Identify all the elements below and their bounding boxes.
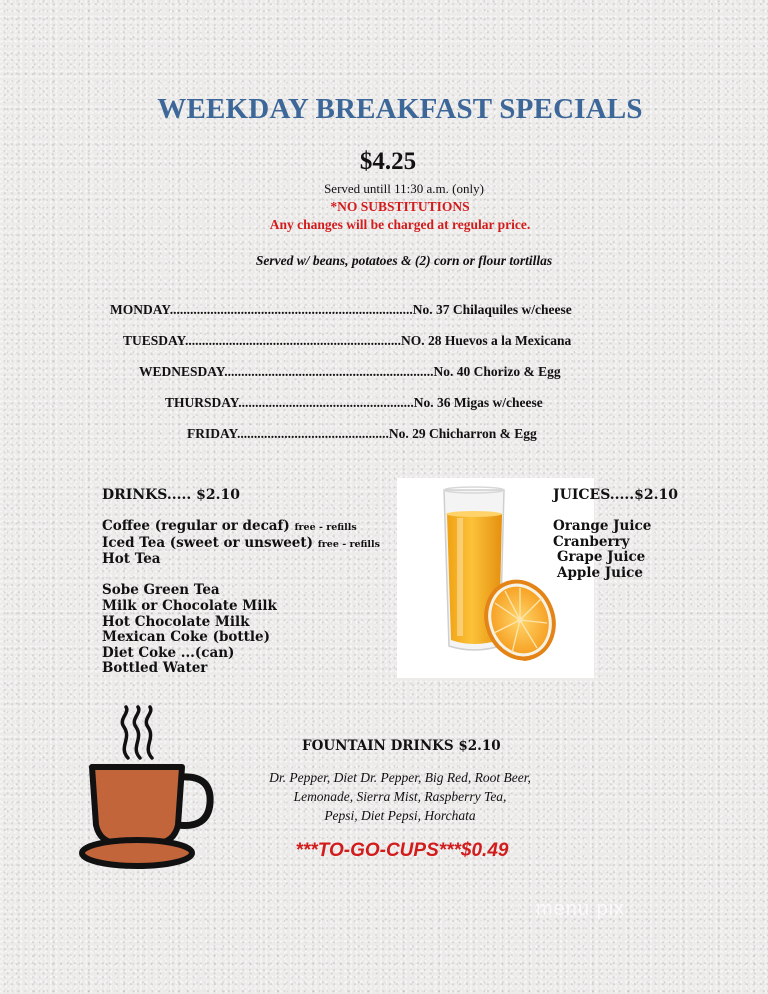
special-row-tuesday — [123, 333, 571, 349]
juices-heading: JUICES.....$2.10 — [553, 487, 679, 503]
day-label: WEDNESDAY — [139, 364, 225, 379]
list-item: Hot Chocolate Milk — [102, 613, 250, 630]
list-item — [102, 536, 397, 553]
list-item: Bottled Water — [102, 660, 208, 677]
special-row-friday — [187, 426, 537, 442]
special-item: No. 40 Chorizo & Egg — [433, 364, 561, 379]
special-row-wednesday — [139, 364, 561, 380]
no-substitutions-note: *NO SUBSTITUTIONS — [330, 199, 470, 214]
list-item: Lemonade, Sierra Mist, Raspberry Tea, — [293, 789, 507, 804]
fountain-drinks-list — [200, 768, 600, 825]
special-price: $4.25 — [359, 148, 417, 175]
list-item: Apple Juice — [557, 564, 643, 581]
special-row-monday — [110, 302, 572, 318]
served-until-note: Served untill 11:30 a.m. (only) — [324, 181, 484, 196]
leader-dots: .............................................................. — [224, 364, 434, 379]
list-item — [102, 519, 397, 536]
day-label: FRIDAY — [187, 426, 238, 441]
leader-dots: .................................................... — [238, 395, 414, 410]
day-label: TUESDAY — [123, 333, 186, 348]
leader-dots: ........................................................................ — [169, 302, 413, 317]
refill-note: free - refills — [294, 522, 357, 533]
list-item: Pepsi, Diet Pepsi, Horchata — [324, 808, 476, 823]
changes-note: Any changes will be charged at regular price. — [269, 217, 531, 232]
special-row-thursday — [165, 395, 543, 411]
list-item: Sobe Green Tea — [102, 582, 220, 599]
special-item: No. 36 Migas w/cheese — [413, 395, 543, 410]
refill-note: free - refills — [317, 538, 380, 550]
drink-name: Coffee (regular or decaf) — [102, 518, 290, 534]
special-item: No. 29 Chicharron & Egg — [388, 426, 537, 441]
coffee-cup-icon — [78, 703, 218, 873]
leader-dots: ................................................................ — [185, 333, 402, 348]
special-item: NO. 28 Huevos a la Mexicana — [401, 333, 572, 348]
list-item: Mexican Coke (bottle) — [102, 629, 270, 646]
served-with-note: Served w/ beans, potatoes & (2) corn or flour tortillas — [255, 253, 553, 268]
special-item: No. 37 Chilaquiles w/cheese — [412, 302, 572, 317]
juices-list — [553, 519, 651, 581]
list-item: Orange Juice — [553, 518, 652, 534]
list-item: Grape Juice — [557, 549, 646, 566]
list-item: Milk or Chocolate Milk — [102, 597, 277, 614]
drink-name: Iced Tea (sweet or unsweet) — [102, 534, 313, 551]
coffee-cup-illustration — [78, 703, 218, 873]
day-label: THURSDAY — [165, 395, 239, 410]
menupix-watermark: menu pix — [536, 898, 626, 920]
drinks-heading: DRINKS..... $2.10 — [102, 487, 240, 503]
list-item: Diet Coke ...(can) — [102, 644, 235, 661]
list-item: Cranberry — [553, 533, 630, 550]
day-label: MONDAY — [110, 302, 170, 317]
list-item: Dr. Pepper, Diet Dr. Pepper, Big Red, Root Beer, — [269, 770, 531, 785]
list-item: Hot Tea — [102, 551, 161, 568]
drinks-list — [102, 519, 397, 677]
fountain-drinks-heading: FOUNTAIN DRINKS $2.10 — [302, 738, 501, 754]
to-go-cups-price: ***TO-GO-CUPS***$0.49 — [295, 840, 509, 861]
page-title: WEEKDAY BREAKFAST SPECIALS — [157, 93, 643, 125]
leader-dots: ............................................. — [237, 426, 389, 441]
